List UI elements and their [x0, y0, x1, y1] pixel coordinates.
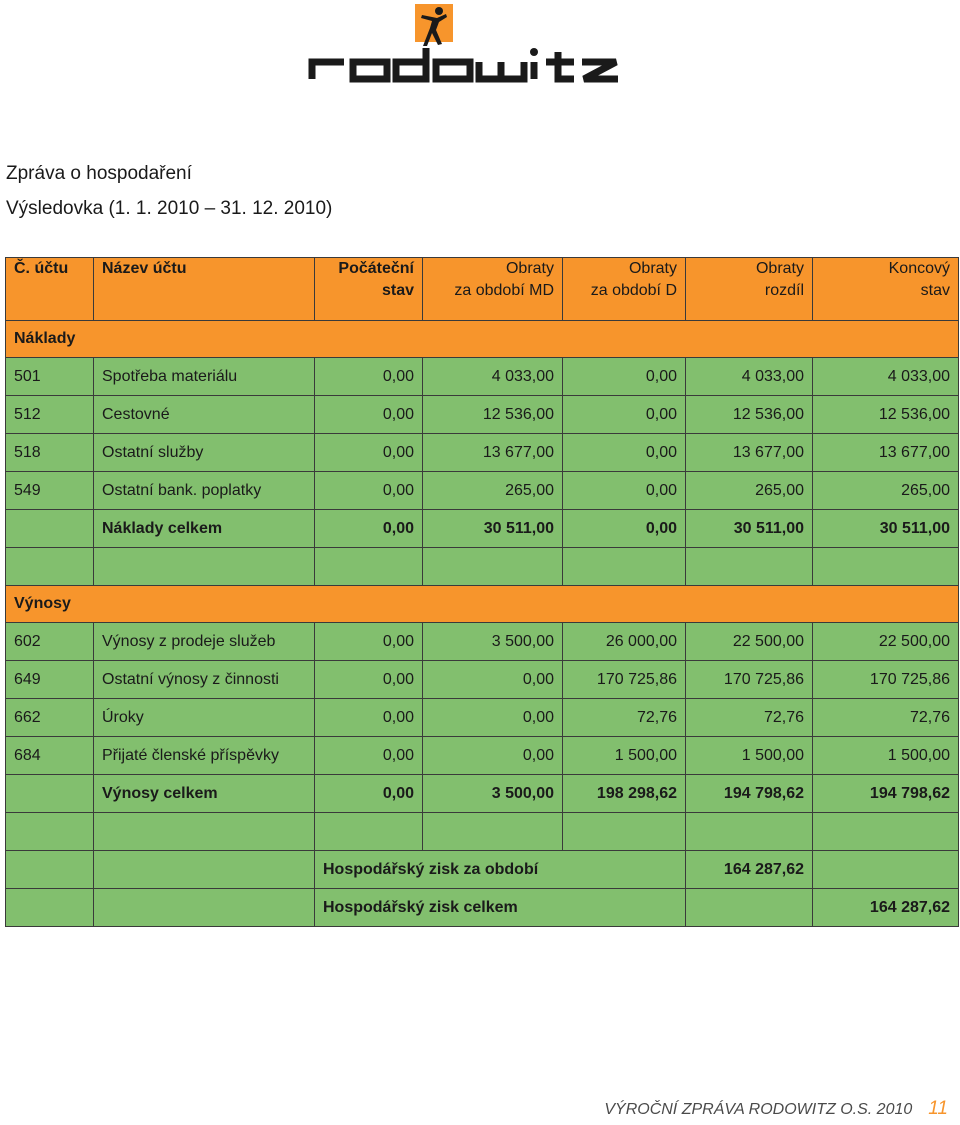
cell-name: Výnosy z prodeje služeb	[94, 623, 315, 661]
col-turnover-md: Obraty za období MD	[423, 258, 563, 321]
cell-opening: 0,00	[315, 472, 423, 510]
table-header-row	[6, 258, 959, 321]
income-statement-table	[5, 257, 959, 927]
section-revenues	[6, 586, 959, 623]
footer-text: VÝROČNÍ ZPRÁVA RODOWITZ O.S. 2010	[604, 1101, 913, 1118]
cell-name: Ostatní výnosy z činnosti	[94, 661, 315, 699]
cell-closing: 1 500,00	[813, 737, 959, 775]
cell-md: 0,00	[423, 737, 563, 775]
costs-rows	[6, 358, 959, 510]
report-subtitle: Výsledovka (1. 1. 2010 – 31. 12. 2010)	[6, 198, 333, 219]
cell-name: Přijaté členské příspěvky	[94, 737, 315, 775]
revenues-total-row: Výnosy celkem 0,00 3 500,00 198 298,62 194 798,62 194 798,62	[6, 775, 959, 813]
table-row	[6, 472, 959, 510]
total-label: Náklady celkem	[94, 510, 315, 548]
cell-code: 684	[6, 737, 94, 775]
cell-opening: 0,00	[315, 623, 423, 661]
section-label: Náklady	[6, 321, 959, 358]
page-footer	[604, 1098, 948, 1120]
cell-opening: 0,00	[315, 737, 423, 775]
cell-diff: 22 500,00	[686, 623, 813, 661]
cell-code: 602	[6, 623, 94, 661]
cell-md: 3 500,00	[423, 623, 563, 661]
cell-name: Ostatní bank. poplatky	[94, 472, 315, 510]
spacer-row	[6, 548, 959, 586]
cell-md: 13 677,00	[423, 434, 563, 472]
cell-opening: 0,00	[315, 434, 423, 472]
col-opening: Počáteční stav	[315, 258, 423, 321]
cell-md: 0,00	[423, 699, 563, 737]
page-number: 11	[928, 1098, 948, 1119]
table-row	[6, 358, 959, 396]
cell-diff: 12 536,00	[686, 396, 813, 434]
cell-d: 0,00	[563, 472, 686, 510]
cell-d: 26 000,00	[563, 623, 686, 661]
cell-closing: 22 500,00	[813, 623, 959, 661]
cell-d: 72,76	[563, 699, 686, 737]
cell-closing: 265,00	[813, 472, 959, 510]
table-row	[6, 661, 959, 699]
cell-opening: 0,00	[315, 699, 423, 737]
cell-code: 501	[6, 358, 94, 396]
section-label: Výnosy	[6, 586, 959, 623]
costs-total-row: Náklady celkem 0,00 30 511,00 0,00 30 511,00 30 511,00	[6, 510, 959, 548]
cell-diff: 4 033,00	[686, 358, 813, 396]
cell-code: 512	[6, 396, 94, 434]
cell-opening: 0,00	[315, 396, 423, 434]
table-row	[6, 623, 959, 661]
cell-name: Cestovné	[94, 396, 315, 434]
cell-closing: 13 677,00	[813, 434, 959, 472]
rodowitz-logo	[306, 0, 622, 90]
col-account-no: Č. účtu	[6, 258, 94, 321]
cell-md: 265,00	[423, 472, 563, 510]
total-label: Výnosy celkem	[94, 775, 315, 813]
cell-diff: 170 725,86	[686, 661, 813, 699]
cell-opening: 0,00	[315, 358, 423, 396]
col-turnover-diff: Obraty rozdíl	[686, 258, 813, 321]
profit-total-label: Hospodářský zisk celkem	[315, 889, 686, 927]
cell-code: 649	[6, 661, 94, 699]
table-row	[6, 434, 959, 472]
cell-d: 0,00	[563, 396, 686, 434]
cell-code: 518	[6, 434, 94, 472]
cell-md: 0,00	[423, 661, 563, 699]
profit-period-row	[6, 851, 959, 889]
col-turnover-d: Obraty za období D	[563, 258, 686, 321]
cell-d: 0,00	[563, 358, 686, 396]
cell-md: 4 033,00	[423, 358, 563, 396]
section-costs	[6, 321, 959, 358]
table-row	[6, 396, 959, 434]
cell-diff: 265,00	[686, 472, 813, 510]
profit-total-row	[6, 889, 959, 927]
cell-diff: 1 500,00	[686, 737, 813, 775]
cell-closing: 4 033,00	[813, 358, 959, 396]
profit-period-value: 164 287,62	[686, 851, 813, 889]
cell-diff: 72,76	[686, 699, 813, 737]
cell-name: Ostatní služby	[94, 434, 315, 472]
col-account-name: Název účtu	[94, 258, 315, 321]
cell-d: 0,00	[563, 434, 686, 472]
table-row	[6, 699, 959, 737]
spacer-row	[6, 813, 959, 851]
table-row	[6, 737, 959, 775]
cell-code: 662	[6, 699, 94, 737]
cell-name: Spotřeba materiálu	[94, 358, 315, 396]
revenues-rows	[6, 623, 959, 775]
profit-period-label: Hospodářský zisk za období	[315, 851, 686, 889]
cell-opening: 0,00	[315, 661, 423, 699]
cell-d: 170 725,86	[563, 661, 686, 699]
cell-d: 1 500,00	[563, 737, 686, 775]
report-title: Zpráva o hospodaření	[6, 163, 192, 184]
profit-total-value: 164 287,62	[813, 889, 959, 927]
col-closing: Koncový stav	[813, 258, 959, 321]
cell-closing: 12 536,00	[813, 396, 959, 434]
cell-closing: 170 725,86	[813, 661, 959, 699]
cell-name: Úroky	[94, 699, 315, 737]
cell-diff: 13 677,00	[686, 434, 813, 472]
cell-closing: 72,76	[813, 699, 959, 737]
cell-md: 12 536,00	[423, 396, 563, 434]
cell-code: 549	[6, 472, 94, 510]
